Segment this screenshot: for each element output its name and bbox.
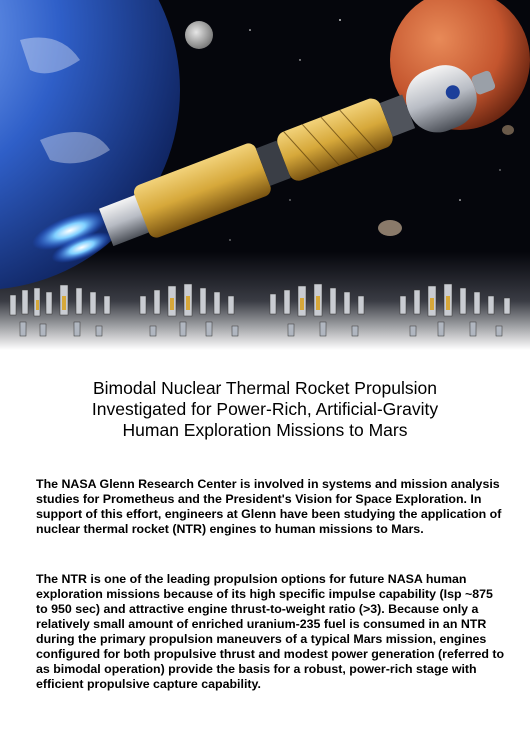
title-line: Human Exploration Missions to Mars: [122, 420, 408, 440]
page-title: [20, 378, 510, 441]
ntr-description-paragraph: The NTR is one of the leading propulsion options for future NASA human exploration missions because of its high specific impulse capability (Isp ~875 to 950 sec) and attractive engine thrust-to-weight ratio (>3). Because only a relatively small amount of enriched uranium-235 fuel is consumed in an NTR during the primary propulsion maneuvers of a typical Mars mission, engines configured for both propulsive thrust and modest power generation (referred to as bimodal operation) provide the basis for a robust, power-rich stage with efficient propulsive capture capability.: [36, 572, 505, 691]
asteroid: [378, 220, 402, 236]
moon: [185, 21, 213, 49]
asteroid: [502, 125, 514, 135]
spacecraft-illustration: [0, 0, 530, 350]
title-line: Investigated for Power-Rich, Artificial-Gravity: [91, 399, 439, 419]
title-line: Bimodal Nuclear Thermal Rocket Propulsion: [93, 378, 437, 398]
intro-paragraph: The NASA Glenn Research Center is involved in systems and mission analysis studies for Prometheus and the President's Vision for Space Exploration. In support of this effort, engineers at Glenn have been studying the application of nuclear thermal rocket (NTR) engines to human missions to Mars.: [36, 477, 502, 536]
